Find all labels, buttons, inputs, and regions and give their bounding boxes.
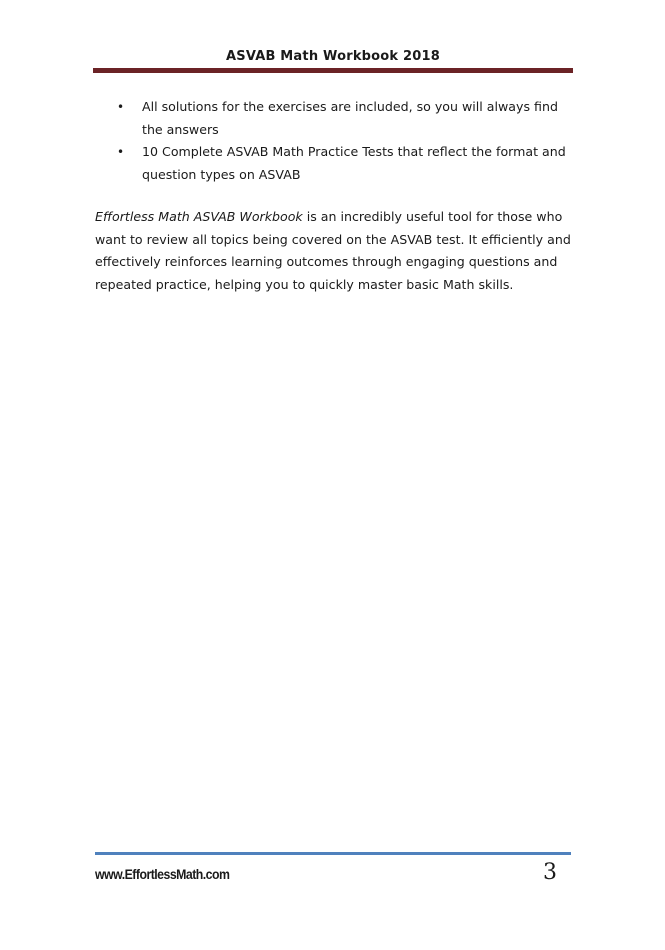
paragraph-body: is an incredibly useful tool for those who want to review all topics being covered on the ASVAB test. It efficiently and effectively reinforces learning outcomes through engaging questions and repeated practice, helping you to quickly master basic Math skills. (95, 209, 571, 292)
bullet-icon: • (117, 145, 125, 159)
book-title-italic: Effortless Math ASVAB Workbook (95, 209, 303, 224)
footer-divider (95, 852, 571, 855)
header-divider (93, 68, 573, 73)
bullet-text: All solutions for the exercises are included, so you will always find the answers (142, 99, 558, 137)
footer-website-link[interactable]: www.EffortlessMath.com (95, 866, 230, 882)
description-paragraph (95, 206, 573, 296)
feature-bullet-list (95, 96, 575, 186)
bullet-icon: • (117, 100, 125, 114)
page-number: 3 (543, 860, 557, 885)
bullet-item (95, 141, 575, 186)
running-header-title: ASVAB Math Workbook 2018 (226, 49, 440, 64)
bullet-text: 10 Complete ASVAB Math Practice Tests that reflect the format and question types on ASVAB (142, 144, 566, 182)
bullet-item (95, 96, 575, 141)
